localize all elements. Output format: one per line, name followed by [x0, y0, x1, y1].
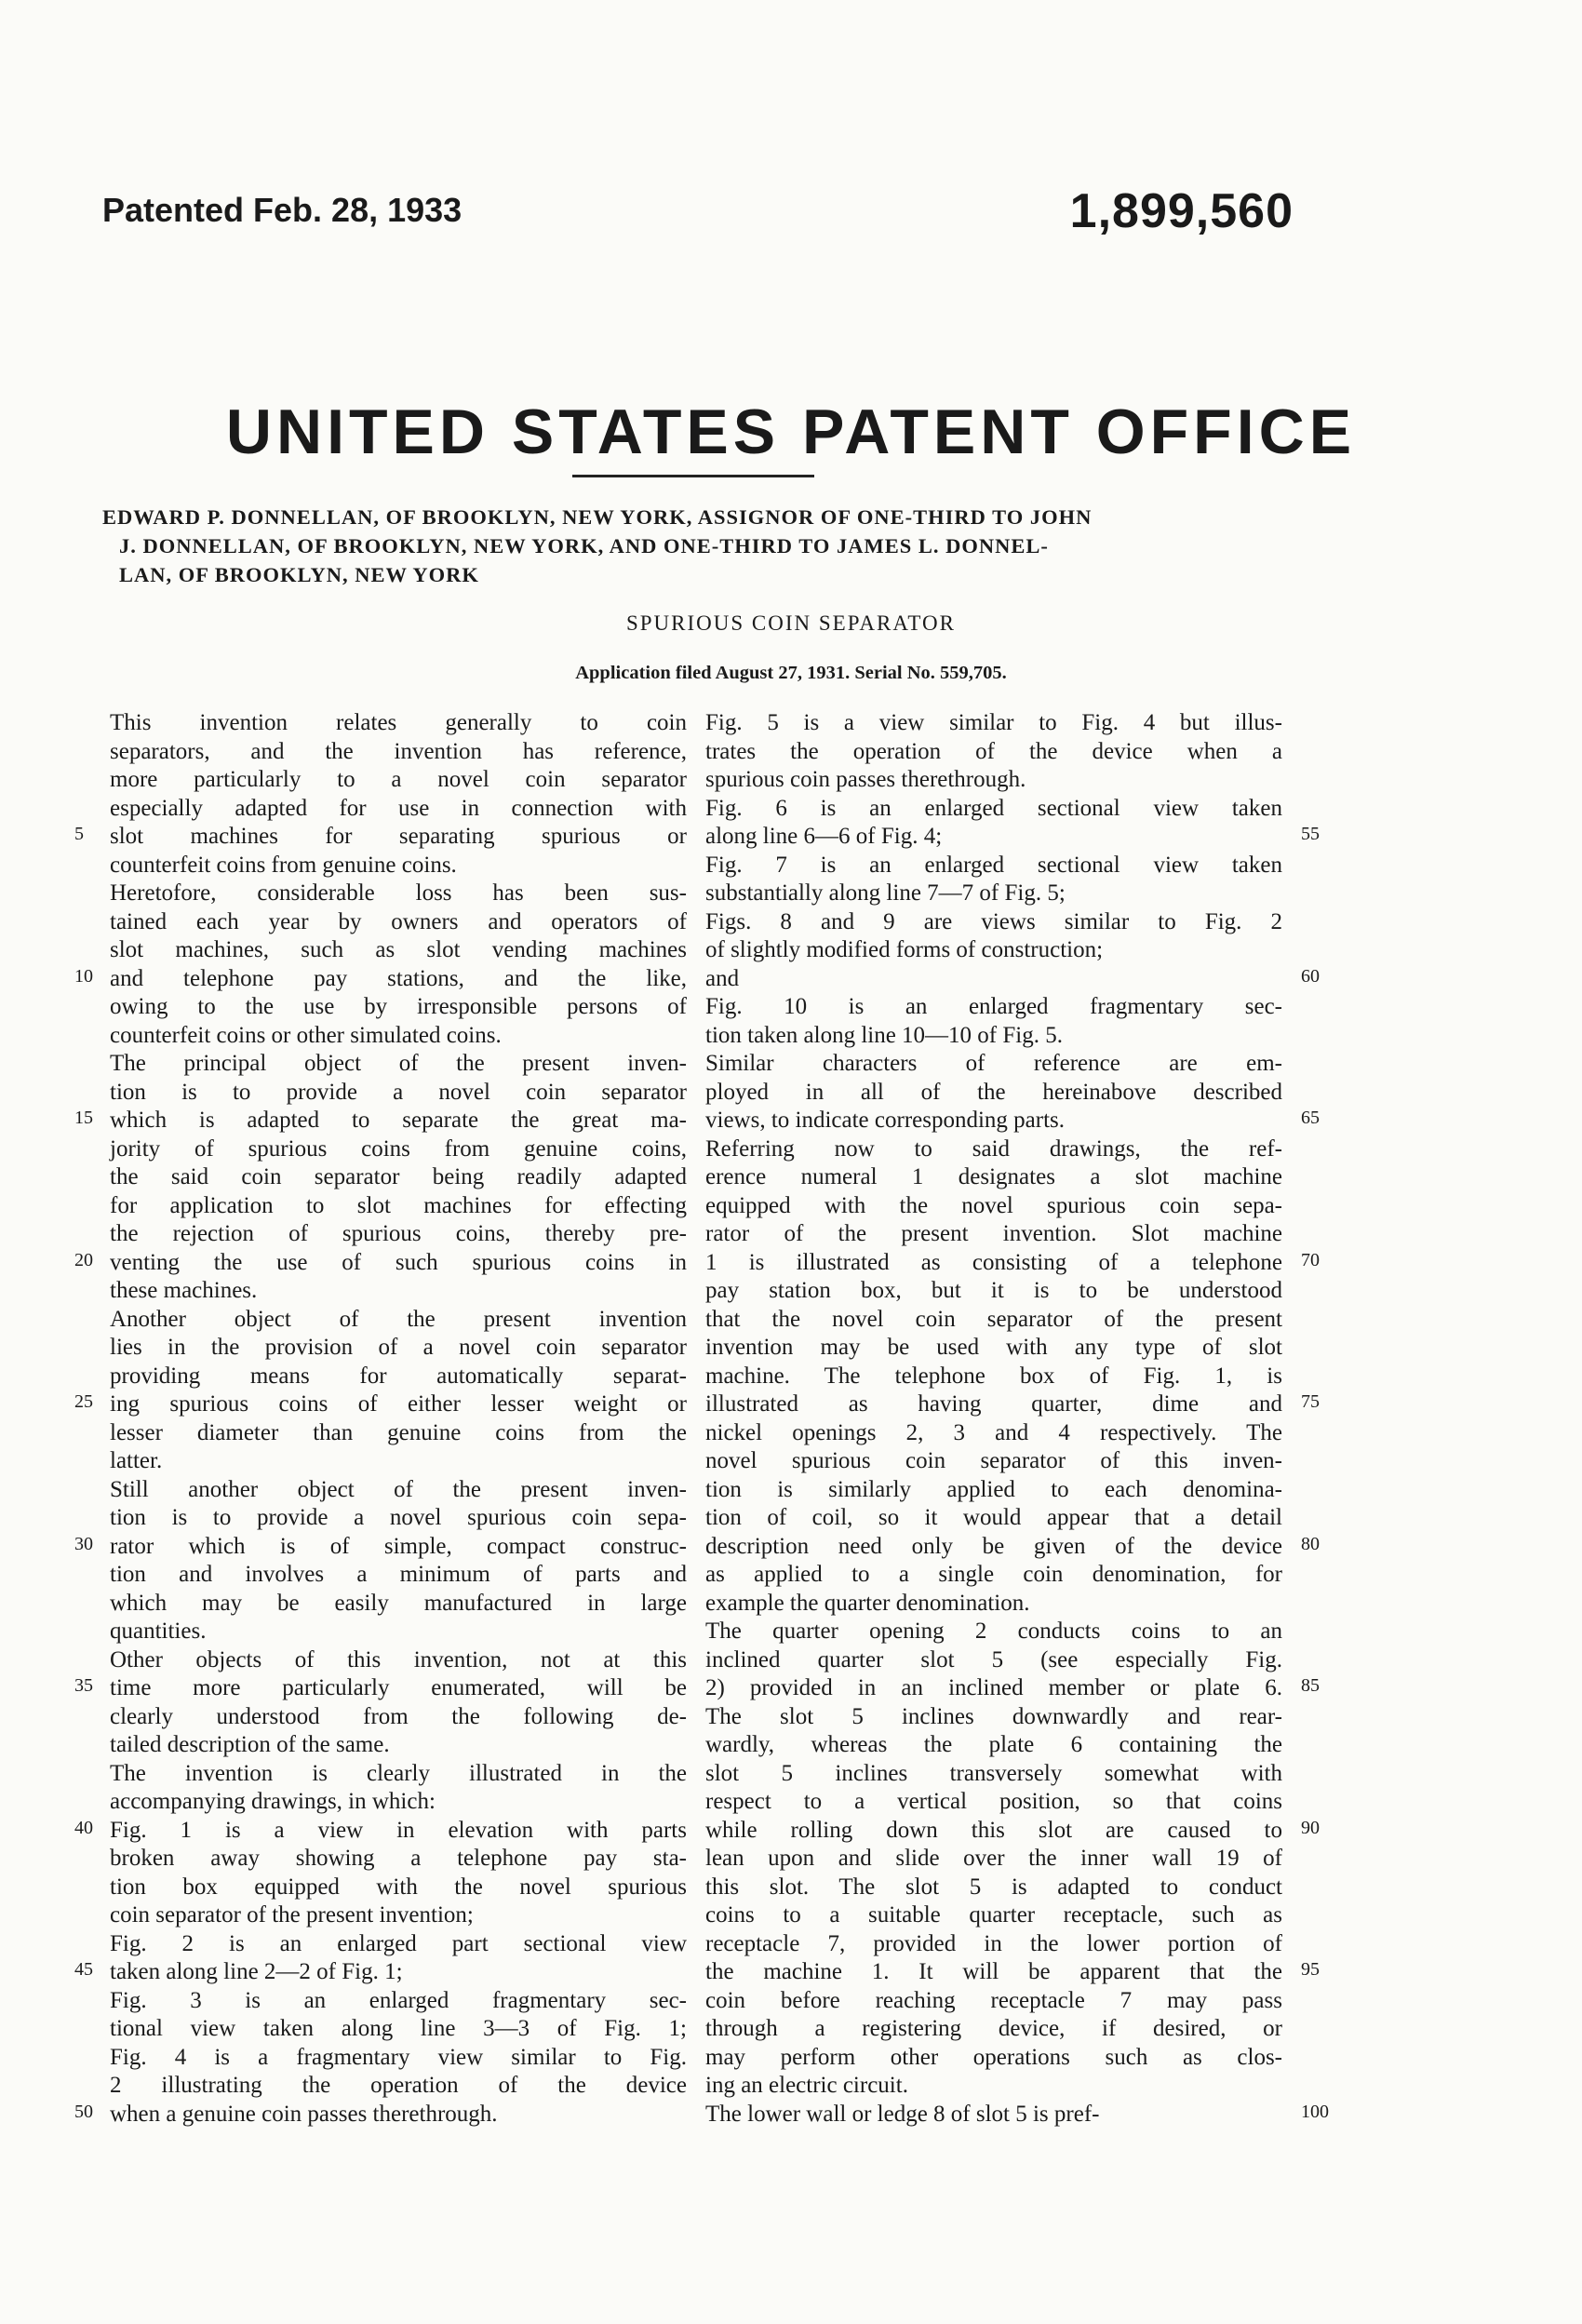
margin-line-number: 95 [1301, 1959, 1320, 1980]
text-line: Fig. 5 is a view similar to Fig. 4 but illus- [705, 710, 1282, 735]
text-line: as applied to a single coin denomination, for [705, 1562, 1282, 1587]
text-line: accompanying drawings, in which: [110, 1789, 436, 1814]
margin-line-number: 55 [1301, 824, 1320, 844]
text-line: tion of coil, so it would appear that a detail [705, 1505, 1282, 1530]
text-line: jority of spurious coins from genuine coins, [110, 1135, 687, 1162]
margin-line-number: 25 [74, 1391, 93, 1412]
text-line: through a registering device, if desired, or [705, 2016, 1282, 2041]
text-line: trates the operation of the device when a [705, 738, 1282, 764]
text-line: The invention is clearly illustrated in the [110, 1760, 687, 1786]
office-title: UNITED STATES PATENT OFFICE [225, 396, 1357, 467]
margin-line-number: 100 [1301, 2101, 1329, 2122]
text-line: Fig. 2 is an enlarged part sectional view [110, 1930, 687, 1956]
text-line: novel spurious coin separator of this inven- [705, 1448, 1282, 1473]
text-line: quantities. [110, 1619, 207, 1644]
margin-line-number: 85 [1301, 1675, 1320, 1696]
text-line: Heretofore, considerable loss has been sus- [110, 880, 687, 906]
text-line: latter. [110, 1448, 163, 1473]
text-line: tion and involves a minimum of parts and [110, 1562, 687, 1587]
text-line: equipped with the novel spurious coin sepa- [705, 1192, 1282, 1218]
margin-line-number: 50 [74, 2101, 93, 2122]
text-line: tion is similarly applied to each denomina- [705, 1476, 1282, 1502]
text-line: The lower wall or ledge 8 of slot 5 is pref- [705, 2101, 1100, 2127]
text-line: 2) provided in an inclined member or plate 6. [705, 1675, 1282, 1700]
text-line: the machine 1. It will be apparent that the [705, 1959, 1282, 1984]
text-line: venting the use of such spurious coins in [110, 1249, 687, 1275]
text-line: slot machines, such as slot vending machines [110, 937, 687, 962]
text-line: ing spurious coins of either lesser weight or [110, 1391, 687, 1417]
text-line: example the quarter denomination. [705, 1590, 1030, 1616]
margin-line-number: 35 [74, 1675, 93, 1696]
text-line: counterfeit coins from genuine coins. [110, 852, 457, 878]
text-line: Similar characters of reference are em- [705, 1051, 1282, 1076]
text-line: this slot. The slot 5 is adapted to conduct [705, 1874, 1282, 1900]
margin-line-number: 5 [74, 824, 84, 844]
text-line: the said coin separator being readily adapted [110, 1164, 687, 1189]
text-line: time more particularly enumerated, will be [110, 1675, 687, 1700]
text-line: tion box equipped with the novel spurious [110, 1874, 687, 1900]
margin-line-number: 75 [1301, 1391, 1320, 1412]
inventor-line: J. DONNELLAN, OF BROOKLYN, NEW YORK, AND ONE-THIRD TO JAMES L. DONNEL- [119, 534, 1049, 557]
inventor-line: EDWARD P. DONNELLAN, OF BROOKLYN, NEW YORK, ASSIGNOR OF ONE-THIRD TO JOHN [102, 505, 1093, 529]
text-line: providing means for automatically separat- [110, 1363, 687, 1389]
inventor-block [102, 503, 1284, 589]
text-line: rator of the present invention. Slot machine [705, 1221, 1282, 1246]
text-line: The quarter opening 2 conducts coins to an [705, 1619, 1282, 1644]
right-text-column [705, 709, 1282, 2129]
text-line: separators, and the invention has reference, [110, 738, 687, 764]
inventor-line: LAN, OF BROOKLYN, NEW YORK [119, 563, 479, 586]
text-line: of slightly modified forms of construction; [705, 937, 1104, 962]
text-line: and [705, 965, 740, 991]
margin-line-number: 40 [74, 1817, 93, 1838]
text-line: coin before reaching receptacle 7 may pass [705, 1987, 1282, 2013]
text-line: Still another object of the present inven- [110, 1476, 687, 1502]
text-line: owing to the use by irresponsible persons of [110, 994, 687, 1019]
text-line: receptacle 7, provided in the lower portion of [705, 1930, 1282, 1956]
text-line: Fig. 3 is an enlarged fragmentary sec- [110, 1987, 687, 2013]
text-line: that the novel coin separator of the present [705, 1306, 1282, 1332]
text-line: rator which is of simple, compact construc- [110, 1533, 687, 1559]
text-line: ployed in all of the hereinabove described [705, 1079, 1282, 1105]
text-line: erence numeral 1 designates a slot machine [705, 1164, 1282, 1189]
margin-line-number: 80 [1301, 1533, 1320, 1554]
application-line: Application filed August 27, 1931. Serial No. 559,705. [575, 663, 1007, 683]
margin-line-number: 30 [74, 1533, 93, 1554]
patent-date: Patented Feb. 28, 1933 [102, 191, 463, 229]
text-line: clearly understood from the following de- [110, 1703, 687, 1729]
margin-line-number: 90 [1301, 1817, 1320, 1838]
text-line: along line 6—6 of Fig. 4; [705, 824, 943, 849]
margin-line-number: 15 [74, 1108, 93, 1128]
text-line: description need only be given of the device [705, 1533, 1282, 1559]
text-line: The principal object of the present inven- [110, 1051, 687, 1076]
text-line: wardly, whereas the plate 6 containing the [705, 1732, 1282, 1757]
text-line: lies in the provision of a novel coin separator [110, 1335, 687, 1360]
patent-number: 1,899,560 [1069, 184, 1294, 238]
margin-line-number: 65 [1301, 1108, 1320, 1128]
text-line: slot machines for separating spurious or [110, 824, 687, 849]
text-line: pay station box, but it is to be understood [705, 1278, 1282, 1303]
text-line: lean upon and slide over the inner wall 19 of [705, 1846, 1282, 1871]
text-line: Fig. 7 is an enlarged sectional view taken [705, 852, 1282, 878]
invention-title: SPURIOUS COIN SEPARATOR [625, 611, 957, 635]
text-line: views, to indicate corresponding parts. [705, 1108, 1066, 1133]
left-text-column [110, 709, 687, 2129]
text-line: which is adapted to separate the great ma- [110, 1108, 687, 1133]
text-line: Fig. 6 is an enlarged sectional view taken [705, 795, 1282, 821]
text-line: broken away showing a telephone pay sta- [110, 1846, 687, 1871]
text-line: substantially along line 7—7 of Fig. 5; [705, 880, 1066, 906]
text-line: tion is to provide a novel spurious coin sepa- [110, 1505, 687, 1530]
text-line: tailed description of the same. [110, 1732, 390, 1757]
text-line: 2 illustrating the operation of the device [110, 2073, 687, 2098]
text-line: nickel openings 2, 3 and 4 respectively. The [705, 1419, 1282, 1445]
text-line: Fig. 10 is an enlarged fragmentary sec- [705, 994, 1282, 1019]
text-line: when a genuine coin passes therethrough. [110, 2101, 498, 2127]
text-line: tion is to provide a novel coin separator [110, 1079, 687, 1105]
text-line: for application to slot machines for effecting [110, 1192, 687, 1218]
text-line: tion taken along line 10—10 of Fig. 5. [705, 1022, 1063, 1048]
text-line: machine. The telephone box of Fig. 1, is [705, 1363, 1282, 1389]
page-header [102, 184, 1294, 247]
text-line: Referring now to said drawings, the ref- [705, 1135, 1282, 1162]
text-line: invention may be used with any type of slot [705, 1335, 1282, 1360]
margin-line-number: 20 [74, 1249, 93, 1270]
text-line: coin separator of the present invention; [110, 1902, 474, 1928]
text-line: slot 5 inclines transversely somewhat with [705, 1760, 1282, 1786]
text-line: Fig. 1 is a view in elevation with parts [110, 1817, 687, 1843]
text-line: Other objects of this invention, not at this [110, 1646, 687, 1672]
text-line: This invention relates generally to coin [110, 710, 687, 735]
text-line: coins to a suitable quarter receptacle, such as [705, 1902, 1282, 1928]
text-line: Fig. 4 is a fragmentary view similar to Fig. [110, 2044, 687, 2070]
text-line: ing an electric circuit. [705, 2073, 908, 2098]
text-line: and telephone pay stations, and the like, [110, 965, 687, 991]
margin-line-number: 45 [74, 1959, 93, 1980]
title-rule [572, 475, 814, 477]
text-line: respect to a vertical position, so that coins [705, 1789, 1282, 1814]
text-line: 1 is illustrated as consisting of a telephone [705, 1249, 1282, 1275]
text-line: spurious coin passes therethrough. [705, 767, 1026, 792]
text-line: while rolling down this slot are caused to [705, 1817, 1282, 1843]
text-line: illustrated as having quarter, dime and [705, 1391, 1282, 1417]
text-line: Figs. 8 and 9 are views similar to Fig. 2 [705, 908, 1282, 934]
text-line: The slot 5 inclines downwardly and rear- [705, 1703, 1282, 1729]
text-line: tained each year by owners and operators of [110, 908, 687, 934]
text-line: which may be easily manufactured in large [110, 1590, 687, 1616]
text-line: especially adapted for use in connection with [110, 795, 687, 821]
margin-line-number: 60 [1301, 965, 1320, 987]
text-line: Another object of the present invention [110, 1306, 687, 1332]
text-line: these machines. [110, 1278, 258, 1303]
text-line: the rejection of spurious coins, thereby pre- [110, 1221, 687, 1246]
margin-line-number: 70 [1301, 1249, 1320, 1270]
text-line: may perform other operations such as clos- [705, 2044, 1282, 2070]
text-line: more particularly to a novel coin separator [110, 767, 687, 792]
margin-line-number: 10 [74, 965, 93, 987]
text-line: counterfeit coins or other simulated coins. [110, 1022, 502, 1048]
text-line: tional view taken along line 3—3 of Fig. 1; [110, 2016, 687, 2041]
text-line: taken along line 2—2 of Fig. 1; [110, 1959, 403, 1984]
text-line: inclined quarter slot 5 (see especially Fig. [705, 1646, 1282, 1672]
text-line: lesser diameter than genuine coins from the [110, 1419, 687, 1445]
